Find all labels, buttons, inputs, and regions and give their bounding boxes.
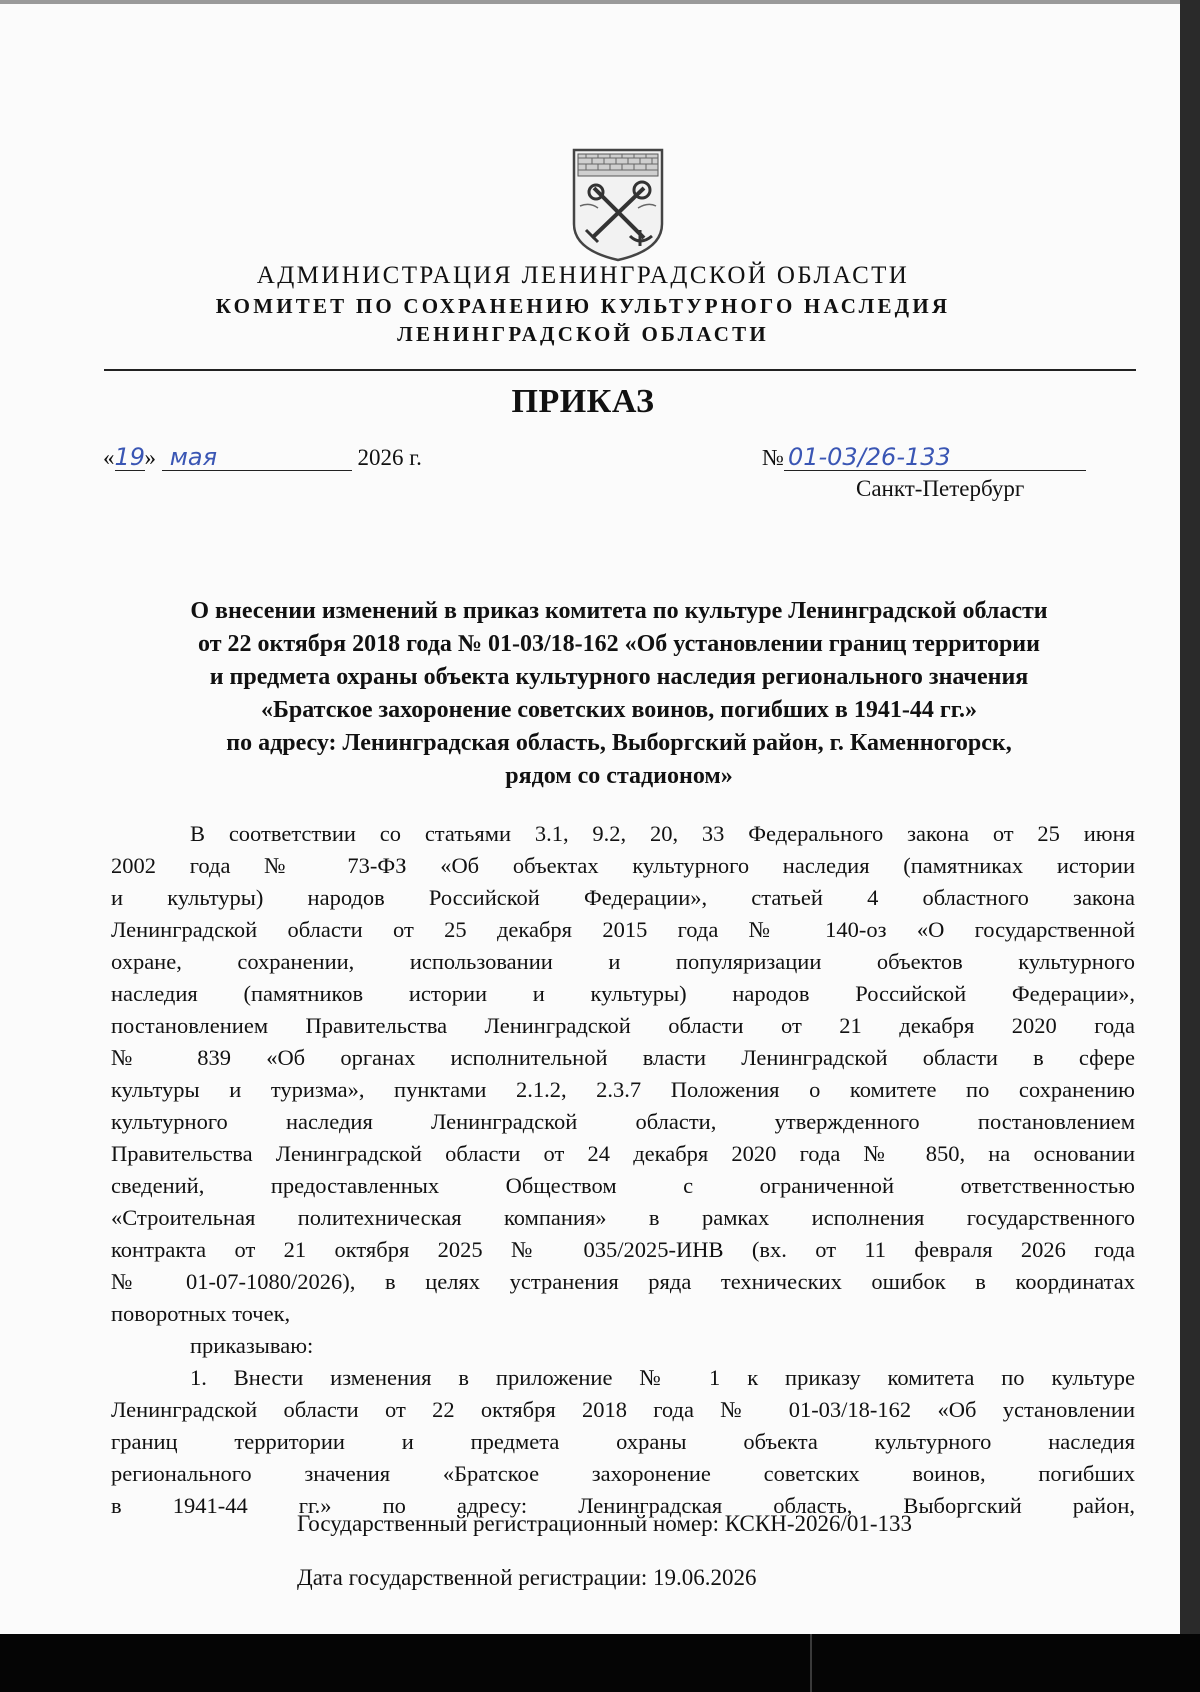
heading-line: и предмета охраны объекта культурного наследия регионального значения — [209, 664, 1029, 690]
body-line: № 839 «Об органах исполнительной власти Ленинградской области в сфере — [111, 1045, 1135, 1070]
body-line: в 1941-44 гг.» по адресу: Ленинградская область, Выборгский район, — [111, 1493, 1135, 1518]
scan-edge-top — [0, 0, 1200, 4]
quote-open: « — [103, 445, 115, 470]
scan-edge-right — [1180, 0, 1200, 1692]
heading-line: «Братское захоронение советских воинов, погибших в 1941-44 гг.» — [261, 697, 977, 723]
body-line: и культуры) народов Российской Федерации», статьей 4 областного закона — [111, 885, 1135, 910]
body-line: № 01-07-1080/2026), в целях устранения ряда технических ошибок в координатах — [111, 1269, 1135, 1294]
registration-date: Дата государственной регистрации: 19.06.2026 — [297, 1565, 757, 1590]
coat-of-arms-icon — [568, 146, 668, 264]
order-date — [103, 444, 422, 471]
body-line: границ территории и предмета охраны объекта культурного наследия — [111, 1429, 1135, 1454]
order-month: мая — [162, 444, 352, 471]
body-line: Ленинградской области от 25 декабря 2015 года № 140-оз «О государственной — [111, 917, 1135, 942]
committee-name-line1: КОМИТЕТ ПО СОХРАНЕНИЮ КУЛЬТУРНОГО НАСЛЕДИЯ — [215, 294, 951, 318]
committee-name-line2: ЛЕНИНГРАДСКОЙ ОБЛАСТИ — [397, 322, 769, 346]
body-line: Правительства Ленинградской области от 24 декабря 2020 года № 850, на основании — [111, 1141, 1135, 1166]
header-divider — [104, 369, 1136, 371]
heading-line: рядом со стадионом» — [505, 763, 733, 789]
body-line: Ленинградской области от 22 октября 2018 года № 01-03/18-162 «Об установлении — [111, 1397, 1135, 1422]
heading-line: от 22 октября 2018 года № 01-03/18-162 «Об установлении границ территории — [198, 631, 1040, 657]
body-line: «Строительная политехническая компания» в рамках исполнения государственного — [111, 1205, 1135, 1230]
registration-number: Государственный регистрационный номер: КСКН-2026/01-133 — [297, 1511, 913, 1536]
body-line: В соответствии со статьями 3.1, 9.2, 20, 33 Федерального закона от 25 июня — [190, 821, 1135, 846]
body-line: охране, сохранении, использовании и популяризации объектов культурного — [111, 949, 1135, 974]
body-line: регионального значения «Братское захоронение советских воинов, погибших — [111, 1461, 1135, 1486]
order-year: 2026 г. — [357, 445, 422, 470]
body-line-item-1: 1. Внести изменения в приложение № 1 к приказу комитета по культуре — [190, 1365, 1135, 1390]
body-line: культуры и туризма», пунктами 2.1.2, 2.3.7 Положения о комитете по сохранению — [111, 1077, 1135, 1102]
heading-line: по адресу: Ленинградская область, Выборгский район, г. Каменногорск, — [226, 730, 1012, 756]
body-line: сведений, предоставленных Обществом с ограниченной ответственностью — [111, 1173, 1135, 1198]
body-line: культурного наследия Ленинградской области, утвержденного постановлением — [111, 1109, 1135, 1134]
scan-edge-bottom — [0, 1634, 1200, 1692]
quote-close: » — [144, 445, 156, 470]
body-line: постановлением Правительства Ленинградской области от 21 декабря 2020 года — [111, 1013, 1135, 1038]
body-line: контракта от 21 октября 2025 № 035/2025-ИНВ (вх. от 11 февраля 2026 года — [111, 1237, 1135, 1262]
organization-name: АДМИНИСТРАЦИЯ ЛЕНИНГРАДСКОЙ ОБЛАСТИ — [256, 262, 910, 289]
document-type-title: ПРИКАЗ — [511, 383, 655, 420]
order-city: Санкт-Петербург — [856, 476, 1025, 501]
number-sign: № — [762, 445, 784, 470]
body-line: наследия (памятников истории и культуры) народов Российской Федерации», — [111, 981, 1135, 1006]
heading-line: О внесении изменений в приказ комитета по культуре Ленинградской области — [190, 598, 1048, 624]
order-heading — [104, 595, 1134, 793]
body-line: 2002 года № 73-ФЗ «Об объектах культурного наследия (памятниках истории — [111, 853, 1135, 878]
body-line-decree: приказываю: — [190, 1333, 314, 1358]
order-number-line — [762, 444, 1086, 471]
body-line: поворотных точек, — [111, 1301, 291, 1326]
order-number: 01-03/26-133 — [784, 444, 1086, 471]
order-day: 19 — [114, 443, 146, 471]
order-body — [111, 818, 1135, 1522]
